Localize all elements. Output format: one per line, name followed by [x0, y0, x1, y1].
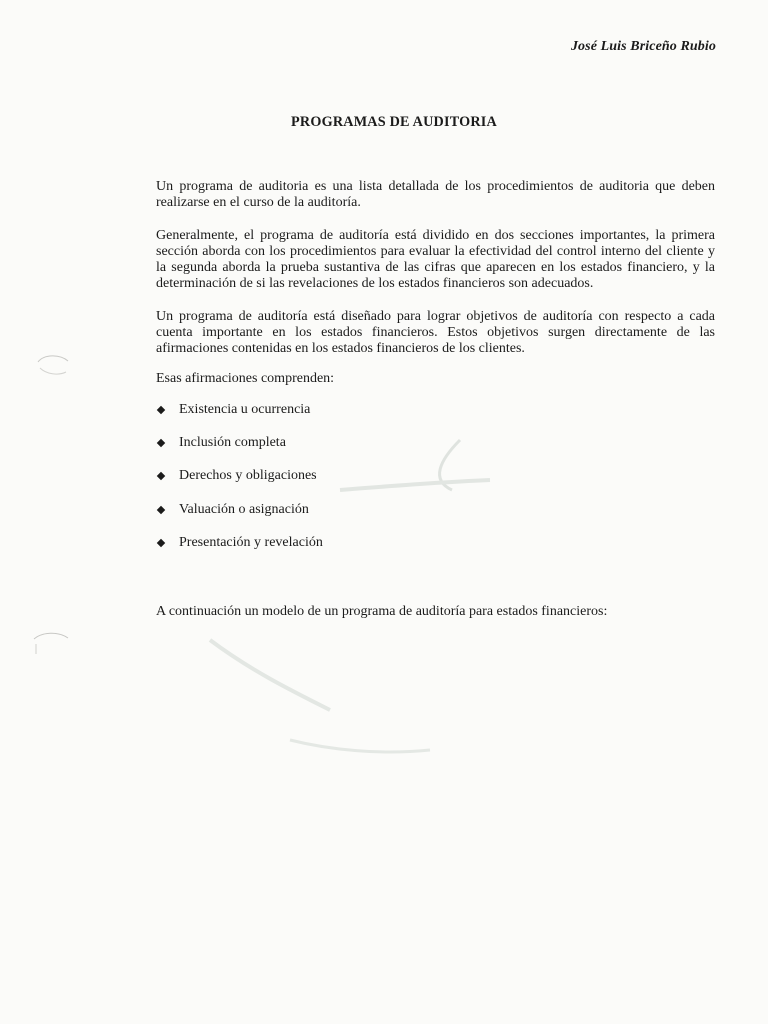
closing-sentence: A continuación un modelo de un programa de auditoría para estados financieros: — [156, 604, 608, 619]
binder-hole-mark — [30, 628, 72, 656]
list-item-label: Presentación y revelación — [179, 534, 323, 550]
list-item-label: Existencia u ocurrencia — [179, 402, 311, 417]
list-item — [156, 435, 323, 468]
list-item-label: Derechos y obligaciones — [179, 468, 317, 484]
assertions-list — [156, 402, 323, 568]
paragraph-objectives: Un programa de auditoría está diseñado para lograr objetivos de auditoría con respecto a cada cuenta importante en los estados financieros. Estos objetivos surgen directamente de las afirmaciones contenidas en los estados financieros de los clientes. — [156, 309, 715, 356]
diamond-bullet-icon — [157, 439, 165, 447]
list-item — [156, 468, 323, 501]
diamond-bullet-icon — [157, 539, 165, 547]
author-name: José Luis Briceño Rubio — [570, 39, 716, 54]
diamond-bullet-icon — [157, 472, 165, 480]
document-title: PROGRAMAS DE AUDITORIA — [291, 114, 497, 130]
list-item — [156, 502, 323, 535]
assertions-intro: Esas afirmaciones comprenden: — [156, 371, 335, 386]
paragraph-sections: Generalmente, el programa de auditoría está dividido en dos secciones importantes, la primera sección aborda con los procedimientos para evaluar la efectividad del control interno del cliente y la segunda aborda la prueba sustantiva de las cifras que aparecen en los estados financiero, y la determinación de si las revelaciones de los estados financieros son adecuados. — [156, 228, 715, 291]
diamond-bullet-icon — [157, 505, 165, 513]
list-item — [156, 402, 323, 435]
list-item-label: Valuación o asignación — [179, 501, 309, 517]
diamond-bullet-icon — [157, 406, 165, 414]
binder-hole-mark — [36, 352, 70, 378]
paragraph-definition: Un programa de auditoria es una lista detallada de los procedimientos de auditoria que deben realizarse en el curso de la auditoría. — [156, 179, 715, 210]
list-item-label: Inclusión completa — [179, 435, 286, 451]
list-item — [156, 535, 323, 568]
